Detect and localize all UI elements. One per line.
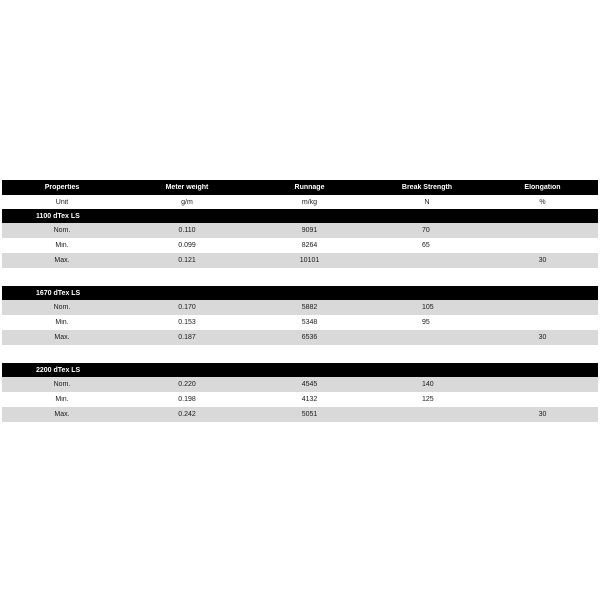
cell-meter-weight: 0.099 bbox=[178, 242, 196, 249]
section-gap bbox=[2, 268, 598, 286]
cell-break-strength: 65 bbox=[422, 242, 430, 249]
section-gap bbox=[2, 345, 598, 363]
table-row bbox=[2, 330, 598, 345]
cell-break-strength: 95 bbox=[422, 319, 430, 326]
row-label: Nom. bbox=[53, 227, 71, 234]
header-break-strength: Break Strength bbox=[401, 184, 453, 191]
table-row bbox=[2, 392, 598, 407]
unit-elongation: % bbox=[539, 198, 546, 206]
row-label: Min. bbox=[55, 319, 69, 326]
cell-elongation: 30 bbox=[538, 411, 547, 418]
cell-meter-weight: 0.170 bbox=[178, 304, 196, 311]
row-label: Nom. bbox=[53, 304, 71, 311]
header-meter-weight: Meter weight bbox=[165, 184, 209, 191]
unit-label: Unit bbox=[55, 198, 69, 206]
cell-runnage: 5882 bbox=[301, 304, 318, 311]
table-row bbox=[2, 238, 598, 253]
table-row bbox=[2, 300, 598, 315]
row-label: Max. bbox=[54, 411, 70, 418]
properties-table bbox=[2, 180, 598, 422]
header-runnage: Runnage bbox=[294, 184, 325, 191]
cell-meter-weight: 0.153 bbox=[178, 319, 196, 326]
header-row bbox=[2, 180, 598, 195]
cell-break-strength: 125 bbox=[422, 396, 434, 403]
row-label: Min. bbox=[55, 242, 69, 249]
cell-runnage: 10101 bbox=[299, 257, 320, 264]
cell-runnage: 4132 bbox=[301, 396, 318, 403]
table-row bbox=[2, 315, 598, 330]
cell-runnage: 5051 bbox=[301, 411, 318, 418]
cell-runnage: 4545 bbox=[301, 381, 318, 388]
cell-break-strength: 105 bbox=[422, 304, 434, 311]
cell-meter-weight: 0.187 bbox=[178, 334, 196, 341]
row-label: Max. bbox=[54, 257, 70, 264]
cell-meter-weight: 0.220 bbox=[178, 381, 196, 388]
table-row bbox=[2, 253, 598, 268]
unit-meter-weight: g/m bbox=[181, 198, 193, 206]
section-title: 2200 dTex LS bbox=[2, 363, 598, 377]
cell-runnage: 8264 bbox=[301, 242, 318, 249]
row-label: Max. bbox=[54, 334, 70, 341]
section-title: 1100 dTex LS bbox=[2, 209, 598, 223]
header-elongation: Elongation bbox=[524, 184, 561, 191]
cell-runnage: 6536 bbox=[301, 334, 318, 341]
cell-runnage: 9091 bbox=[301, 227, 318, 234]
header-properties: Properties bbox=[44, 184, 80, 191]
unit-runnage: m/kg bbox=[301, 198, 318, 206]
section-title: 1670 dTex LS bbox=[2, 286, 598, 300]
cell-elongation: 30 bbox=[538, 334, 547, 341]
table-row bbox=[2, 407, 598, 422]
unit-row bbox=[2, 195, 598, 209]
cell-meter-weight: 0.121 bbox=[178, 257, 196, 264]
cell-meter-weight: 0.242 bbox=[178, 411, 196, 418]
table-row bbox=[2, 377, 598, 392]
row-label: Nom. bbox=[53, 381, 71, 388]
cell-break-strength: 70 bbox=[422, 227, 430, 234]
cell-break-strength: 140 bbox=[422, 381, 434, 388]
sections-container bbox=[2, 209, 598, 422]
table-row bbox=[2, 223, 598, 238]
cell-runnage: 5348 bbox=[301, 319, 318, 326]
cell-meter-weight: 0.198 bbox=[178, 396, 196, 403]
unit-break-strength: N bbox=[424, 198, 430, 206]
cell-elongation: 30 bbox=[538, 257, 547, 264]
row-label: Min. bbox=[55, 396, 69, 403]
cell-meter-weight: 0.110 bbox=[178, 227, 196, 234]
